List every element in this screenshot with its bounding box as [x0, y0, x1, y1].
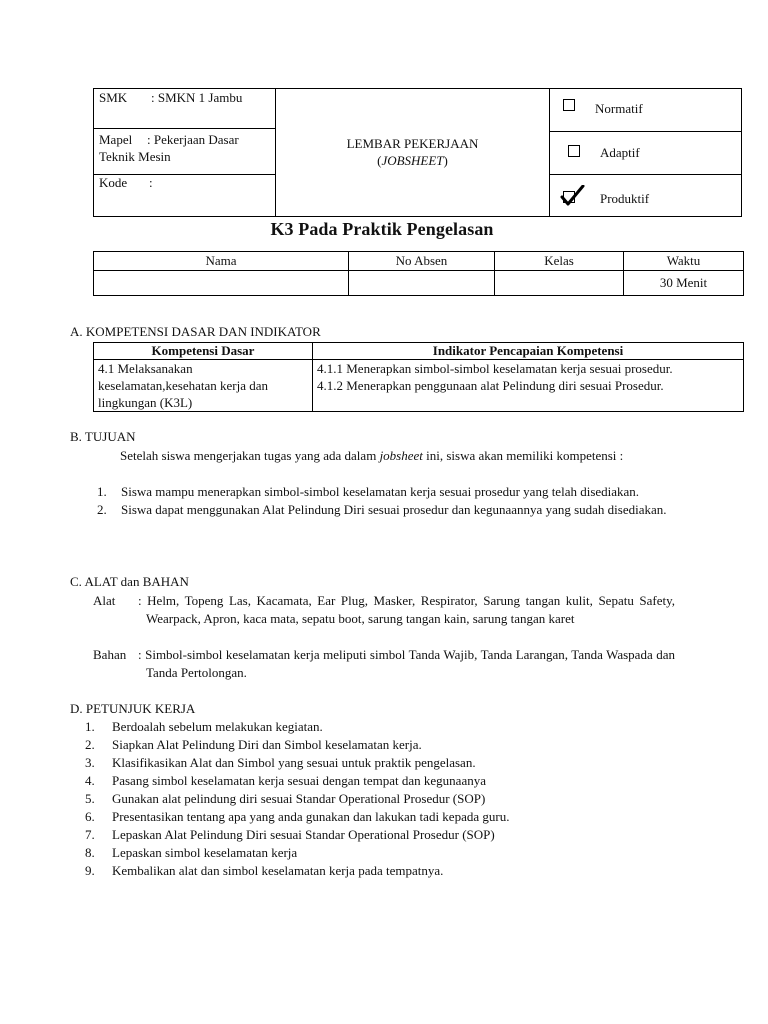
- jobsheet-italic: JOBSHEET: [381, 152, 444, 168]
- indikator-header: Indikator Pencapaian Kompetensi: [313, 343, 744, 360]
- list-item: 1. Siswa mampu menerapkan simbol-simbol keselamatan kerja sesuai prosedur yang telah disediakan.: [97, 484, 640, 499]
- bahan-label: Bahan: [93, 647, 127, 662]
- waktu-header: Waktu: [624, 252, 744, 271]
- header-table: [93, 88, 742, 217]
- list-item: 6. Presentasikan tentang apa yang anda gunakan dan lakukan tadi kepada guru.: [85, 809, 510, 824]
- no-absen-field[interactable]: [349, 271, 495, 296]
- kompetensi-dasar-header: Kompetensi Dasar: [94, 343, 313, 360]
- indikator-item: 4.1.2 Menerapkan penggunaan alat Pelindung diri sesuai Prosedur.: [317, 378, 664, 393]
- section-a-heading: A. KOMPETENSI DASAR DAN INDIKATOR: [70, 324, 321, 339]
- list-item: 4. Pasang simbol keselamatan kerja sesuai dengan tempat dan kegunaanya: [85, 773, 486, 788]
- section-c-heading: C. ALAT dan BAHAN: [70, 574, 189, 589]
- list-item: 7. Lepaskan Alat Pelindung Diri sesuai Standar Operational Prosedur (SOP): [85, 827, 495, 842]
- smk-value: : SMKN 1 Jambu: [151, 90, 243, 105]
- no-absen-header: No Absen: [349, 252, 495, 271]
- alat-row: [93, 592, 675, 628]
- waktu-value: 30 Menit: [624, 271, 744, 296]
- smk-label: SMK: [99, 90, 128, 105]
- mapel-value: : Pekerjaan Dasar: [147, 132, 239, 147]
- mapel-value-line2: Teknik Mesin: [99, 149, 171, 164]
- alat-value: : Helm, Topeng Las, Kacamata, Ear Plug, Masker, Respirator, Sarung tangan kulit, Sepatu Safety, Wearpack, Apron, kaca mata, sepatu boot, sarung tangan kain, sarung tangan karet: [138, 593, 675, 626]
- section-d-heading: D. PETUNJUK KERJA: [70, 701, 196, 716]
- indikator-item: 4.1.1 Menerapkan simbol-simbol keselamatan kerja sesuai prosedur.: [317, 361, 673, 376]
- mapel-label: Mapel: [99, 132, 133, 147]
- kode-label: Kode: [99, 175, 128, 190]
- bahan-row: [93, 646, 675, 682]
- list-item: 1. Berdoalah sebelum melakukan kegiatan.: [85, 719, 323, 734]
- header-divider: [94, 128, 275, 129]
- student-info-table: [93, 251, 744, 296]
- list-item: 2. Siapkan Alat Pelindung Diri dan Simbol keselamatan kerja.: [85, 737, 422, 752]
- check-mark-icon: [560, 185, 586, 207]
- normatif-checkbox[interactable]: [563, 99, 575, 111]
- section-b-heading: B. TUJUAN: [70, 429, 136, 444]
- header-divider: [549, 174, 741, 175]
- tujuan-intro: Setelah siswa mengerjakan tugas yang ada dalam jobsheet ini, siswa akan memiliki kompetensi :: [120, 448, 624, 463]
- kode-value: :: [149, 175, 153, 190]
- list-item: 5. Gunakan alat pelindung diri sesuai Standar Operational Prosedur (SOP): [85, 791, 486, 806]
- indikator-cell: [313, 360, 744, 412]
- kompetensi-dasar-cell: 4.1 Melaksanakan keselamatan,kesehatan kerja dan lingkungan (K3L): [94, 360, 313, 412]
- produktif-label: Produktif: [600, 191, 650, 206]
- alat-label: Alat: [93, 593, 116, 608]
- header-divider: [549, 131, 741, 132]
- bahan-value: : Simbol-simbol keselamatan kerja meliputi simbol Tanda Wajib, Tanda Larangan, Tanda Waspada dan Tanda Pertolongan.: [138, 647, 675, 680]
- petunjuk-list: [85, 718, 685, 880]
- nama-field[interactable]: [94, 271, 349, 296]
- kelas-header: Kelas: [495, 252, 624, 271]
- list-item: 2. Siswa dapat menggunakan Alat Pelindung Diri sesuai prosedur dan kegunaannya yang sudah disediakan.: [97, 501, 667, 517]
- tujuan-list: [93, 483, 675, 518]
- adaptif-checkbox[interactable]: [568, 145, 580, 157]
- list-item: 9. Kembalikan alat dan simbol keselamatan kerja pada tempatnya.: [85, 863, 444, 878]
- kelas-field[interactable]: [495, 271, 624, 296]
- document-title-line2: (JOBSHEET): [377, 152, 448, 168]
- page-title: K3 Pada Praktik Pengelasan: [270, 219, 494, 239]
- header-divider: [549, 89, 550, 216]
- kompetensi-table: [93, 342, 744, 412]
- normatif-label: Normatif: [595, 101, 643, 116]
- nama-header: Nama: [94, 252, 349, 271]
- document-title-line1: LEMBAR PEKERJAAN: [346, 136, 479, 151]
- list-item: 8. Lepaskan simbol keselamatan kerja: [85, 845, 298, 860]
- document-title: [276, 136, 549, 170]
- list-item: 3. Klasifikasikan Alat dan Simbol yang sesuai untuk praktik pengelasan.: [85, 755, 476, 770]
- adaptif-label: Adaptif: [600, 145, 640, 160]
